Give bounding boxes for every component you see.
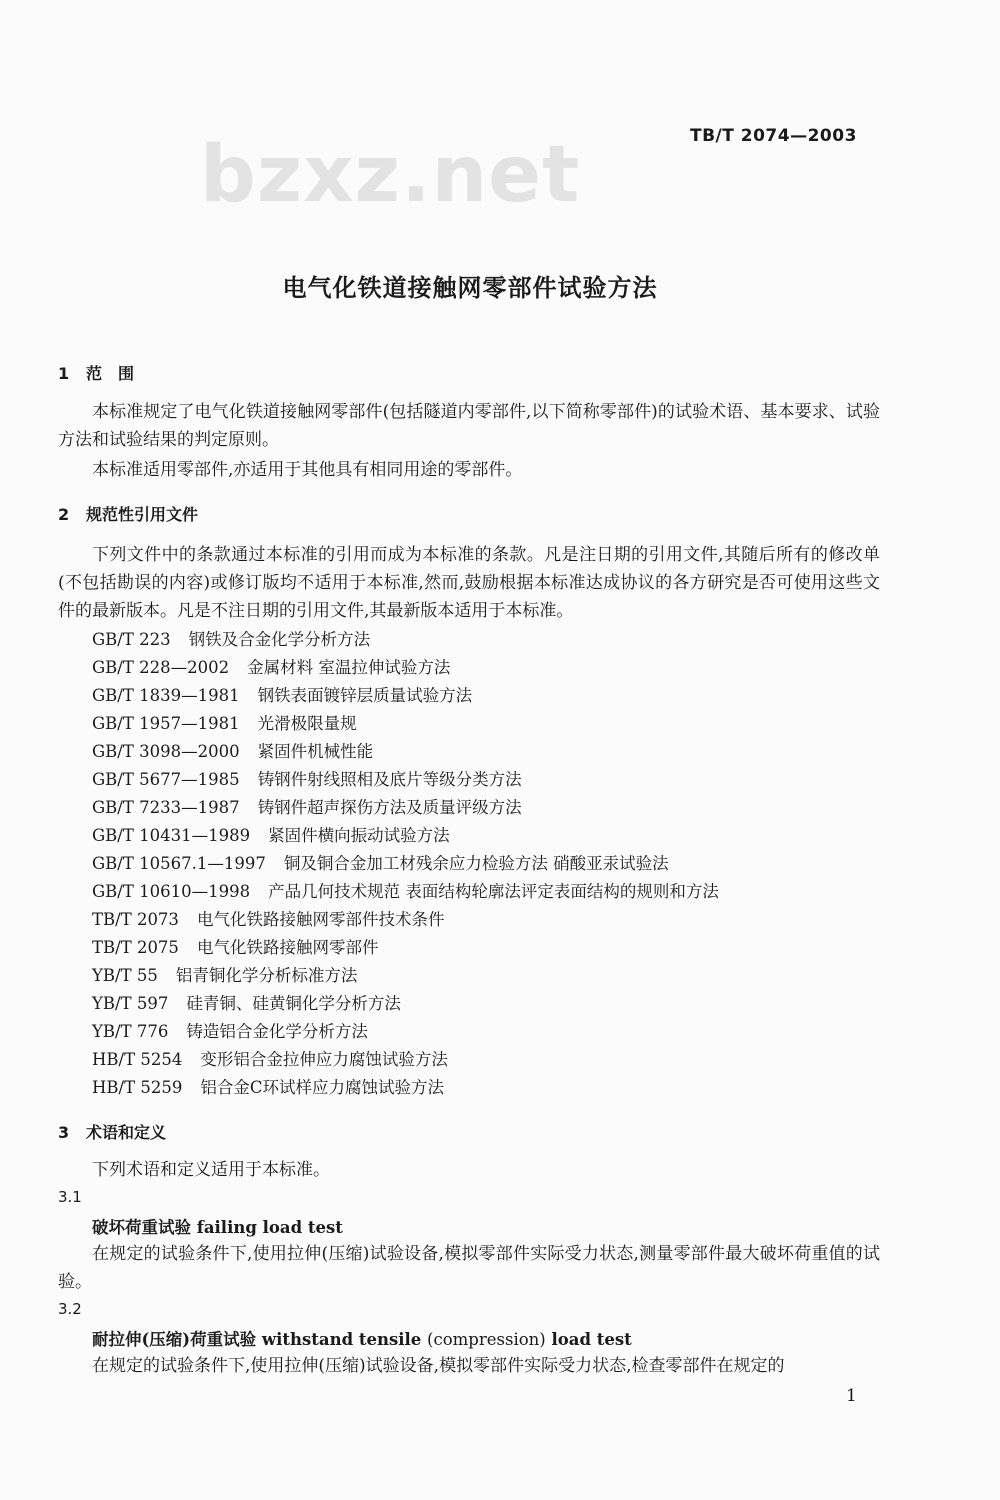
reference-code: GB/T 10610—1998 xyxy=(92,882,251,901)
reference-code: YB/T 55 xyxy=(92,966,158,985)
reference-code: GB/T 10567.1—1997 xyxy=(92,854,266,873)
reference-code: HB/T 5259 xyxy=(92,1078,183,1097)
section-number: 2 xyxy=(58,505,70,524)
section-number: 1 xyxy=(58,364,70,383)
term-english: failing load test xyxy=(196,1218,343,1237)
page-number: 1 xyxy=(846,1386,857,1406)
term-3-2-definition: 在规定的试验条件下,使用拉伸(压缩)试验设备,模拟零部件实际受力状态,检查零部件在规定的 xyxy=(92,1356,785,1376)
reference-title: 紧固件机械性能 xyxy=(257,742,374,761)
reference-item xyxy=(92,1074,719,1102)
reference-code: YB/T 597 xyxy=(92,994,169,1013)
reference-code: GB/T 223 xyxy=(92,630,171,649)
reference-code: GB/T 1839—1981 xyxy=(92,686,240,705)
section-1-paragraph-2: 本标准适用零部件,亦适用于其他具有相同用途的零部件。 xyxy=(92,460,523,480)
reference-title: 铸造铝合金化学分析方法 xyxy=(186,1022,368,1041)
reference-title: 电气化铁路接触网零部件技术条件 xyxy=(196,910,445,929)
term-chinese: 破坏荷重试验 xyxy=(92,1218,191,1237)
reference-code: TB/T 2075 xyxy=(92,938,179,957)
standard-code: TB/T 2074—2003 xyxy=(690,126,857,146)
section-3-heading xyxy=(58,1120,166,1143)
term-3-1 xyxy=(92,1214,343,1238)
term-3-2 xyxy=(92,1326,632,1350)
reference-code: GB/T 10431—1989 xyxy=(92,826,251,845)
reference-title: 铜及铜合金加工材残余应力检验方法 硝酸亚汞试验法 xyxy=(283,854,669,873)
reference-item xyxy=(92,906,719,934)
reference-title: 变形铝合金拉伸应力腐蚀试验方法 xyxy=(200,1050,448,1069)
reference-code: YB/T 776 xyxy=(92,1022,169,1041)
reference-code: HB/T 5254 xyxy=(92,1050,183,1069)
reference-title: 产品几何技术规范 表面结构轮廓法评定表面结构的规则和方法 xyxy=(268,882,719,901)
reference-item xyxy=(92,710,719,738)
reference-item xyxy=(92,766,719,794)
reference-item xyxy=(92,822,719,850)
document-title: 电气化铁道接触网零部件试验方法 xyxy=(282,274,658,302)
reference-title: 电气化铁路接触网零部件 xyxy=(196,938,379,957)
reference-code: GB/T 228—2002 xyxy=(92,658,230,677)
reference-code: TB/T 2073 xyxy=(92,910,179,929)
term-3-1-definition: 在规定的试验条件下,使用拉伸(压缩)试验设备,模拟零部件实际受力状态,测量零部件最大破坏荷重值的试验。 xyxy=(58,1244,880,1292)
clause-number-3-2: 3.2 xyxy=(58,1300,82,1318)
reference-title: 光滑极限量规 xyxy=(257,714,357,733)
section-2-heading xyxy=(58,502,198,525)
section-2-paragraph-1: 下列文件中的条款通过本标准的引用而成为本标准的条款。凡是注日期的引用文件,其随后所有的修改单(不包括勘误的内容)或修订版均不适用于本标准,然而,鼓励根据本标准达成协议的各方研究是否可使用这些文件的最新版本。凡是不注日期的引用文件,其最新版本适用于本标准。 xyxy=(58,545,880,621)
reference-item xyxy=(92,850,719,878)
reference-code: GB/T 5677—1985 xyxy=(92,770,240,789)
reference-item xyxy=(92,682,719,710)
reference-item xyxy=(92,962,719,990)
reference-item xyxy=(92,654,719,682)
reference-item xyxy=(92,738,719,766)
section-title: 规范性引用文件 xyxy=(86,505,199,524)
section-title: 范 围 xyxy=(86,364,135,383)
section-1-paragraph-1: 本标准规定了电气化铁道接触网零部件(包括隧道内零部件,以下简称零部件)的试验术语、基本要求、试验方法和试验结果的判定原则。 xyxy=(58,402,880,450)
section-number: 3 xyxy=(58,1123,70,1142)
reference-code: GB/T 7233—1987 xyxy=(92,798,240,817)
reference-item xyxy=(92,934,719,962)
reference-item xyxy=(92,626,719,654)
normative-references-list xyxy=(92,626,719,1102)
term-english: withstand tensile xyxy=(261,1330,422,1349)
reference-title: 紧固件横向振动试验方法 xyxy=(268,826,450,845)
reference-item xyxy=(92,990,719,1018)
reference-code: GB/T 1957—1981 xyxy=(92,714,240,733)
clause-number-3-1: 3.1 xyxy=(58,1188,82,1206)
section-3-paragraph-1: 下列术语和定义适用于本标准。 xyxy=(92,1160,330,1180)
reference-title: 铸钢件射线照相及底片等级分类方法 xyxy=(257,770,522,789)
reference-title: 铸钢件超声探伤方法及质量评级方法 xyxy=(257,798,522,817)
reference-item xyxy=(92,1018,719,1046)
reference-item xyxy=(92,794,719,822)
reference-title: 铝合金C环试样应力腐蚀试验方法 xyxy=(200,1078,444,1097)
reference-item xyxy=(92,1046,719,1074)
term-english-parenthetical: (compression) xyxy=(427,1330,546,1349)
watermark: bzxz.net xyxy=(200,130,581,220)
reference-title: 金属材料 室温拉伸试验方法 xyxy=(247,658,451,677)
term-english-tail: load test xyxy=(551,1330,632,1349)
reference-title: 硅青铜、硅黄铜化学分析方法 xyxy=(186,994,401,1013)
reference-title: 钢铁表面镀锌层质量试验方法 xyxy=(257,686,473,705)
reference-code: GB/T 3098—2000 xyxy=(92,742,240,761)
term-chinese: 耐拉伸(压缩)荷重试验 xyxy=(92,1330,257,1349)
reference-item xyxy=(92,878,719,906)
section-1-heading xyxy=(58,361,134,384)
reference-title: 铝青铜化学分析标准方法 xyxy=(175,966,358,985)
reference-title: 钢铁及合金化学分析方法 xyxy=(188,630,371,649)
section-title: 术语和定义 xyxy=(86,1123,167,1142)
